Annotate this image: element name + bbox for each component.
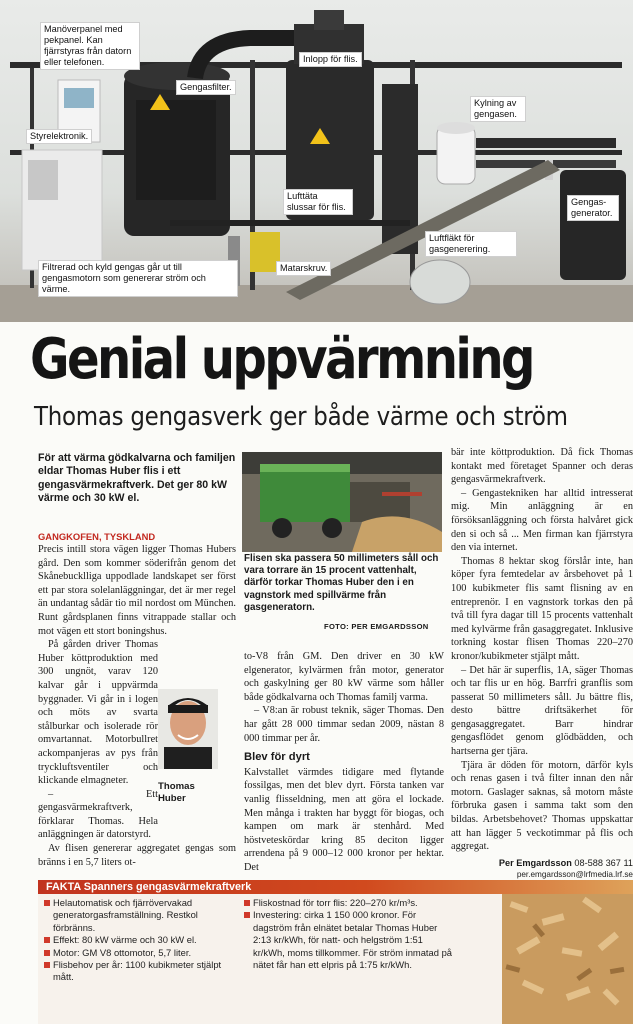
caption-kylning: Kylning av gengasen. [470, 96, 526, 122]
fakta-item: Flisbehov per år: 1100 kubikmeter stjälpt mått. [44, 959, 242, 984]
portrait-photo [158, 689, 218, 769]
body-paragraph: to-V8 från GM. Den driver en 30 kW elgenerator, kylvärmen från motor, generator och gaskylning ger 80 kW värme som håller både gödkalvarna och Thomas familj varma. [244, 651, 444, 703]
body-paragraph: bär inte köttproduktion. Då fick Thomas kontakt med företaget Spanner och deras gengasvärmekraftverk. [451, 447, 633, 486]
caption-matarskruv: Matarskruv. [276, 261, 331, 276]
wagon-dryer-photo [242, 452, 442, 552]
caption-styrelektronik: Styrelektronik. [26, 129, 92, 144]
article-column-2 [244, 650, 444, 875]
wood-chips-texture [502, 894, 633, 1024]
portrait-caption [158, 781, 195, 805]
body-paragraph: – Gengastekniken har alltid intresserat mig. Min anläggning är en försöksanläggning och första halvåret gick den si och så ... Men firman kan fjärrstyra den via internet. [451, 487, 633, 554]
body-paragraph: – Ett gengasvärmekraftverk, förklarar Thomas. Hela anläggningen är datorstyrd. [38, 788, 158, 841]
body-paragraph: På gården driver Thomas Huber köttproduktion med 300 ungnöt, varav 120 kalvar går i uppvärmda byggnader. Vi går in i logen och möts av svarta stålburkar och isolerade rör omvartannat. Motorbullret ackompanjeras av pys från tryckluftsventiler och klickande elmagneter. [38, 639, 158, 787]
wagon-dryer-image [242, 452, 442, 552]
wagon-dryer-caption: Flisen ska passera 50 millimeters såll och vara torrare än 15 procent vattenhalt, därför torkar Thomas Huber den i en vagnstork med spillvärme från gasgeneratorn. [244, 553, 439, 613]
portrait-image [158, 689, 218, 769]
section-subheading: Blev för dyrt [244, 751, 310, 764]
caption-inlopp: Inlopp för flis. [299, 52, 362, 67]
article-headline: Genial uppvärmning [30, 327, 533, 392]
caption-lufttata: Lufttäta slussar för flis. [283, 189, 353, 215]
fakta-item: Investering: cirka 1 150 000 kronor. För dagström från elnätet betalar Thomas Huber 2:13 kr/kWh, för natt- och helgström 1:51 kr/kWh, moms tillkommer. För ström inmatad på nätet får han ett elpris på 1:75 kr/kWh. [244, 909, 454, 971]
fakta-item: Motor: GM V8 ottomotor, 5,7 liter. [44, 947, 242, 959]
article-dateline: GANGKOFEN, TYSKLAND [38, 531, 156, 542]
body-paragraph: Precis intill stora vägen ligger Thomas Hubers gård. Den som kommer söderifrån genom det Skånebucklliga uppodlade landskapet ser först ett par stora solelanläggningar, det är mer regel än undantag sådär tio mil nordost om München. Runt gårdsplanen finns vitrappade stallar och mot vägen ett stort boningshus. [38, 544, 236, 637]
photo-credit: FOTO: PER EMGARDSSON [324, 622, 429, 631]
machinery-photo [0, 0, 633, 322]
fakta-list-right [244, 897, 454, 971]
article-column-3 [451, 446, 633, 854]
portrait-caption-line2: Huber [158, 793, 186, 804]
fakta-header-bar [38, 880, 633, 894]
author-phone: 08-588 367 11 [574, 858, 633, 868]
body-paragraph: Tjära är döden för motorn, därför kyls och renas gasen i två filter innan den når motorn. Gaslager saknas, så motorn måste förbruka gasen i samma takt som den bildas. Arbetsbehovet? Thomas uppskattar att han lägger 5 veckotimmar på flis och aggregat. [451, 759, 633, 853]
portrait-caption-line1: Thomas [158, 781, 195, 792]
caption-luftflakt: Luftfläkt för gasgenerering. [425, 231, 517, 257]
caption-gengasgenerator: Gengas-generator. [567, 195, 619, 221]
fakta-item: Fliskostnad för torr flis: 220–270 kr/m³s. [244, 897, 454, 909]
article-subhead: Thomas gengasverk ger både värme och ström [34, 402, 568, 432]
article-intro: För att värma gödkalvarna och familjen eldar Thomas Huber flis i ett gengasvärmekraftverk. Det ger 80 kW värme och 30 kW el. [38, 452, 236, 505]
body-paragraph: Kalvstallet värmdes tidigare med flytande fossilgas, men det blev dyrt. Första tanken var vanlig flisseldning, men att göra el lockade. Men många i trakten har byggt för biogas, och kampen om mark är stenhård. Med höstveteskördar kring 85 deciton ligger arrendena på 9 000–12 000 kronor per hektar. Det [244, 766, 444, 873]
body-paragraph: Thomas 8 hektar skog förslår inte, han köper fyra femtedelar av årsbehovet på 1 100 kubikmeter flis samt flisning av en entreprenör. I en vagnstork torkas den på två till fyra dagar till 15 procents vattenhalt med kylvärme från gasaggregatet. Inklusive torkning kostar flisen Thomas 220–270 kronor/kubikmeter stjälpt mått. [451, 555, 633, 662]
body-paragraph: – Det här är superflis, 1A, säger Thomas och tar flis ur en hög. Barrfri granflis som passerat 50 millimeters såll. Ju bättre flis, desto bättre driftsäkerhet för gengasaggregatet. Barr hindrar gengasflödet genom glödbädden, och hartserna ger tjära. [451, 664, 633, 758]
body-paragraph: – V8:an är robust teknik, säger Thomas. Den har gått 28 000 timmar sedan 2009, nästan 8 000 timmar per år. [244, 705, 444, 744]
fakta-title: FAKTA Spanners gengasvärmekraftverk [46, 881, 252, 893]
author-name: Per Emgardsson [498, 858, 572, 868]
caption-gengasfilter: Gengasfilter. [176, 80, 236, 95]
caption-filtrerad: Filtrerad och kyld gengas går ut till gengasmotorn som genererar ström och värme. [38, 260, 238, 297]
fakta-item: Effekt: 80 kW värme och 30 kW el. [44, 934, 242, 946]
author-email[interactable]: per.emgardsson@lrfmedia.lrf.se [516, 870, 633, 879]
author-byline [494, 858, 633, 869]
caption-manoverpanel: Manöverpanel med pekpanel. Kan fjärrstyras från datorn eller telefonen. [40, 22, 140, 70]
body-paragraph: Av flisen genererar aggregatet gengas som bränns i en 5,7 liters ot- [38, 843, 236, 868]
fakta-box [38, 880, 633, 1024]
fakta-list-left [44, 897, 242, 984]
wood-chips-image [502, 894, 633, 1024]
fakta-item: Helautomatisk och fjärrövervakad generatorgasframställning. Restkol förbränns. [44, 897, 242, 934]
